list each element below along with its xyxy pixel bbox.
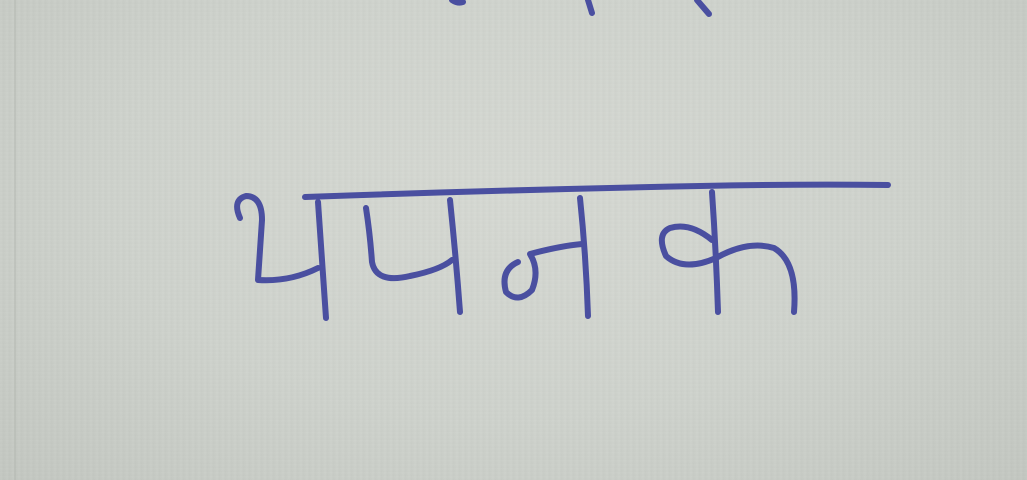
cutoff-stroke-3	[697, 0, 709, 14]
glyph-na	[505, 198, 589, 316]
glyph-cha	[366, 200, 460, 312]
glyph-ka	[662, 192, 795, 312]
glyph-pa	[237, 196, 326, 318]
cutoff-stroke-1	[452, 0, 463, 3]
cutoff-stroke-2	[588, 0, 592, 13]
headline-stroke	[305, 185, 888, 197]
